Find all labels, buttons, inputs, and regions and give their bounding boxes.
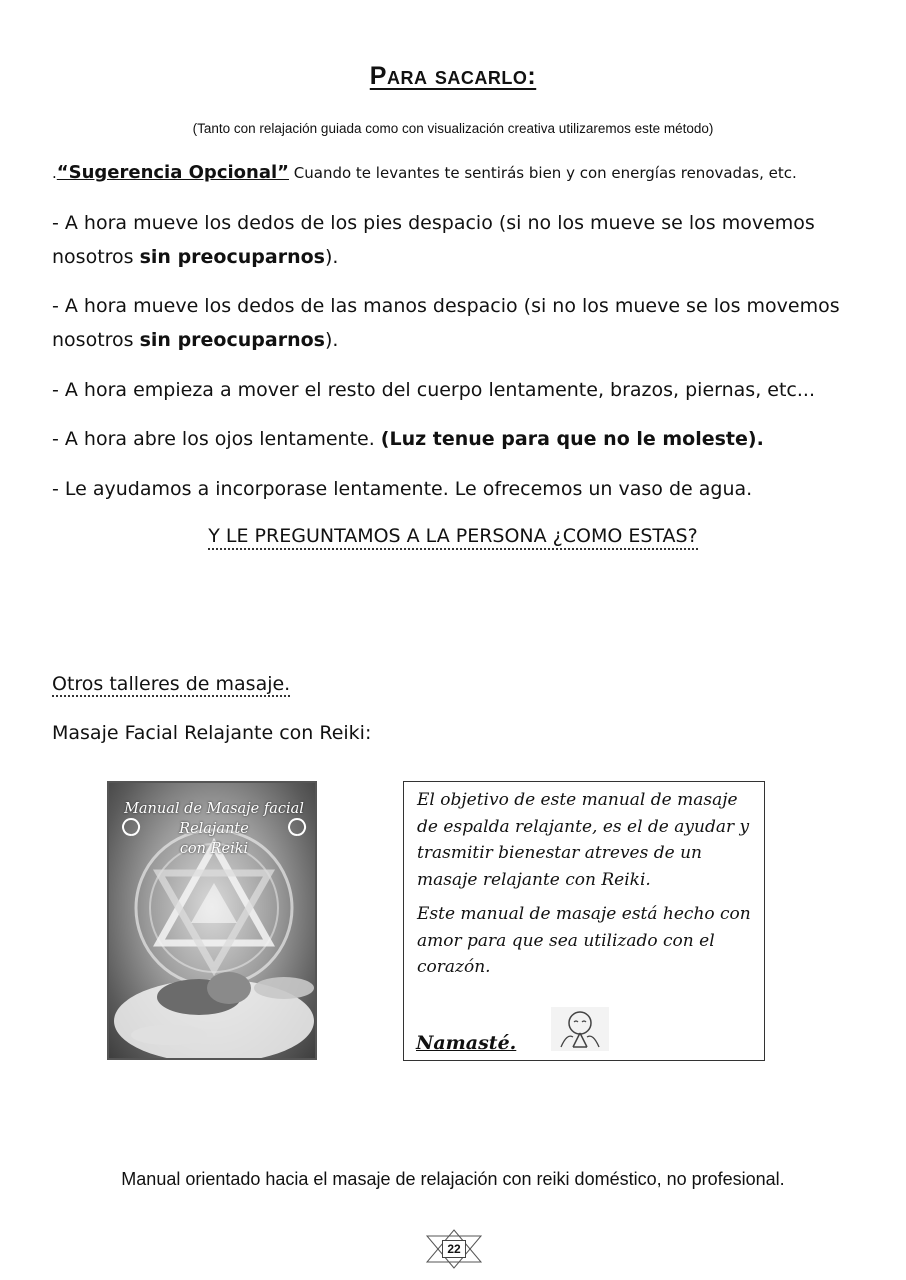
step-item [52,289,852,357]
step-text: - A hora mueve los dedos de las manos despacio (si no los mueve se los movemos nosotros [52,295,840,351]
optional-suggestion [52,162,872,183]
step-text: - Le ayudamos a incorporase lentamente. Le ofrecemos un vaso de agua. [52,478,753,500]
step-item [52,472,852,506]
step-bold: sin preocuparnos [139,329,325,351]
step-suffix: ). [324,246,339,268]
step-text: - A hora empieza a mover el resto del cuerpo lentamente, brazos, piernas, etc... [52,379,815,401]
book-cover-image [107,781,317,1060]
suggestion-prefix: . [52,164,57,182]
page-title [0,62,906,91]
cover-title-line: con Reiki [179,841,249,857]
step-item [52,422,852,456]
page-title-text: Para sacarlo: [369,62,537,90]
step-text: - A hora mueve los dedos de los pies despacio (si no los mueve se los movemos nosotros [52,212,815,268]
suggestion-label: “Sugerencia Opcional” [56,162,289,183]
workshops-heading-text: Otros talleres de masaje. [52,673,291,695]
step-item [52,206,852,274]
step-bold: sin preocuparnos [139,246,325,268]
page-subtitle: (Tanto con relajación guiada como con visualización creativa utilizaremos este método) [192,121,714,136]
step-item [52,373,852,407]
workshops-heading [52,673,290,695]
step-bold: (Luz tenue para que no le moleste). [380,428,764,450]
namaste-hands-icon [551,1007,609,1051]
footer-note: Manual orientado hacia el masaje de relajación con reiki doméstico, no profesional. [121,1169,785,1189]
step-suffix: ). [324,329,339,351]
closing-question-text: Y LE PREGUNTAMOS A LA PERSONA ¿COMO ESTAS? [208,525,697,550]
namaste-signature: Namasté. [416,1032,517,1054]
step-text: - A hora abre los ojos lentamente. [52,428,381,450]
suggestion-text: Cuando te levantes te sentirás bien y con energías renovadas, etc. [289,164,797,182]
description-paragraph: Este manual de masaje está hecho con amor para que sea utilizado con el corazón. [417,904,751,977]
closing-question [0,525,906,547]
facial-massage-title: Masaje Facial Relajante con Reiki: [52,722,372,744]
cover-title [117,799,311,859]
description-paragraph: El objetivo de este manual de masaje de espalda relajante, es el de ayudar y trasmitir bienestar atreves de un masaje relajante con Reiki. [417,790,750,890]
page-number-badge [423,1228,485,1270]
cover-title-line: Manual de Masaje facial Relajante [124,801,304,837]
manual-description-box [403,781,765,1061]
page-number: 22 [442,1240,466,1258]
